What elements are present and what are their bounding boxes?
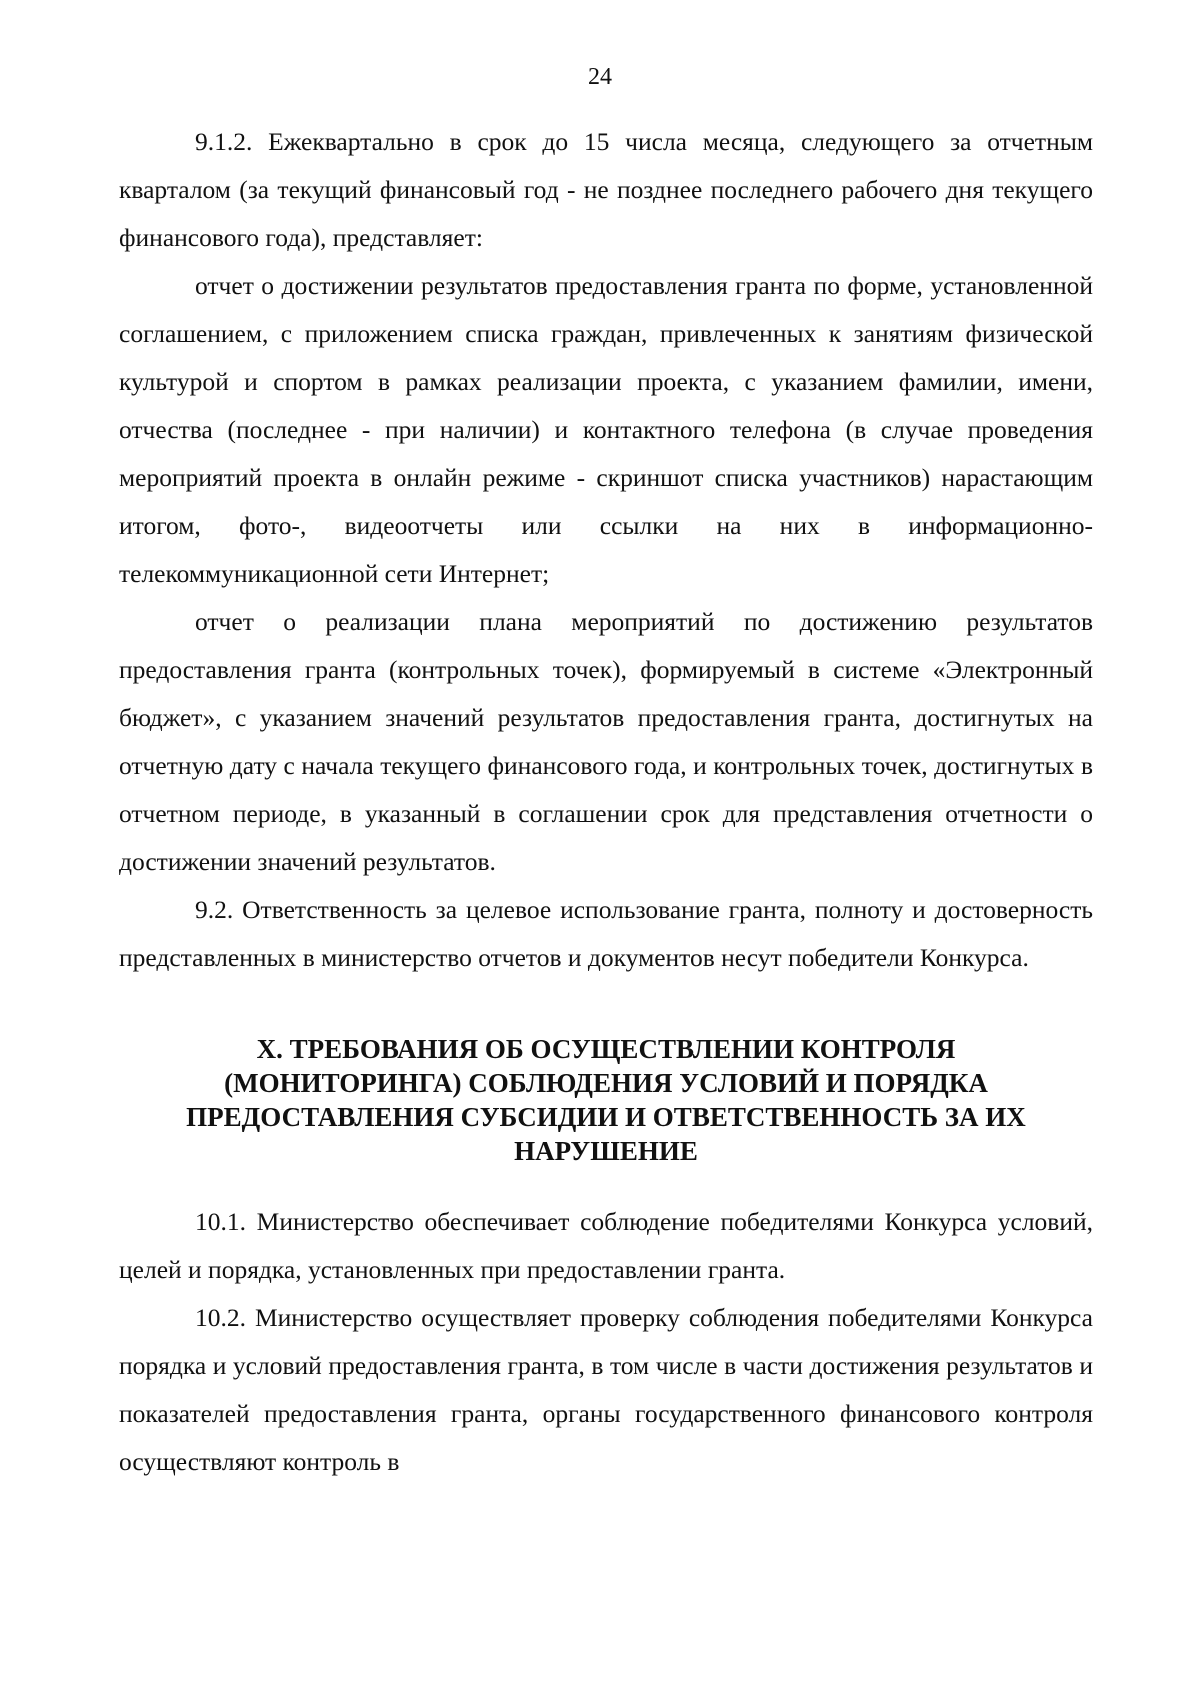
paragraph-report-plan: отчет о реализации плана мероприятий по достижению результатов предоставления гранта (контрольных точек), формируемый в системе «Электронный бюджет», с указанием значений результатов предоставления гранта, достигнутых на отчетную дату с начала текущего финансового года, и контрольных точек, достигнутых в отчетном периоде, в указанный в соглашении срок для представления отчетности о достижении значений результатов. [119, 607, 1093, 876]
paragraph-10-1: 10.1. Министерство обеспечивает соблюдение победителями Конкурса условий, целей и порядка, установленных при предоставлении гранта. [119, 1207, 1093, 1284]
paragraph-9-1-2: 9.1.2. Ежеквартально в срок до 15 числа месяца, следующего за отчетным кварталом (за текущий финансовый год - не позднее последнего рабочего дня текущего финансового года), представляет: [119, 127, 1093, 252]
paragraph-10-2: 10.2. Министерство осуществляет проверку соблюдения победителями Конкурса порядка и условий предоставления гранта, в том числе в части достижения результатов и показателей предоставления гранта, органы государственного финансового контроля осуществляют контроль в [119, 1303, 1093, 1476]
document-body [119, 118, 1093, 1486]
section-heading: X. ТРЕБОВАНИЯ ОБ ОСУЩЕСТВЛЕНИИ КОНТРОЛЯ (МОНИТОРИНГА) СОБЛЮДЕНИЯ УСЛОВИЙ И ПОРЯДКА ПРЕДОСТАВЛЕНИЯ СУБСИДИИ И ОТВЕТСТВЕННОСТЬ ЗА ИХ НАРУШЕНИЕ [186, 1034, 1026, 1166]
paragraph-9-2: 9.2. Ответственность за целевое использование гранта, полноту и достоверность представленных в министерство отчетов и документов несут победители Конкурса. [119, 895, 1093, 972]
page-number: 24 [588, 64, 612, 90]
paragraph-report-results: отчет о достижении результатов предоставления гранта по форме, установленной соглашением, с приложением списка граждан, привлеченных к занятиям физической культурой и спортом в рамках реализации проекта, с указанием фамилии, имени, отчества (последнее - при наличии) и контактного телефона (в случае проведения мероприятий проекта в онлайн режиме - скриншот списка участников) нарастающим итогом, фото-, видеоотчеты или ссылки на них в информационно-телекоммуникационной сети Интернет; [119, 271, 1093, 588]
